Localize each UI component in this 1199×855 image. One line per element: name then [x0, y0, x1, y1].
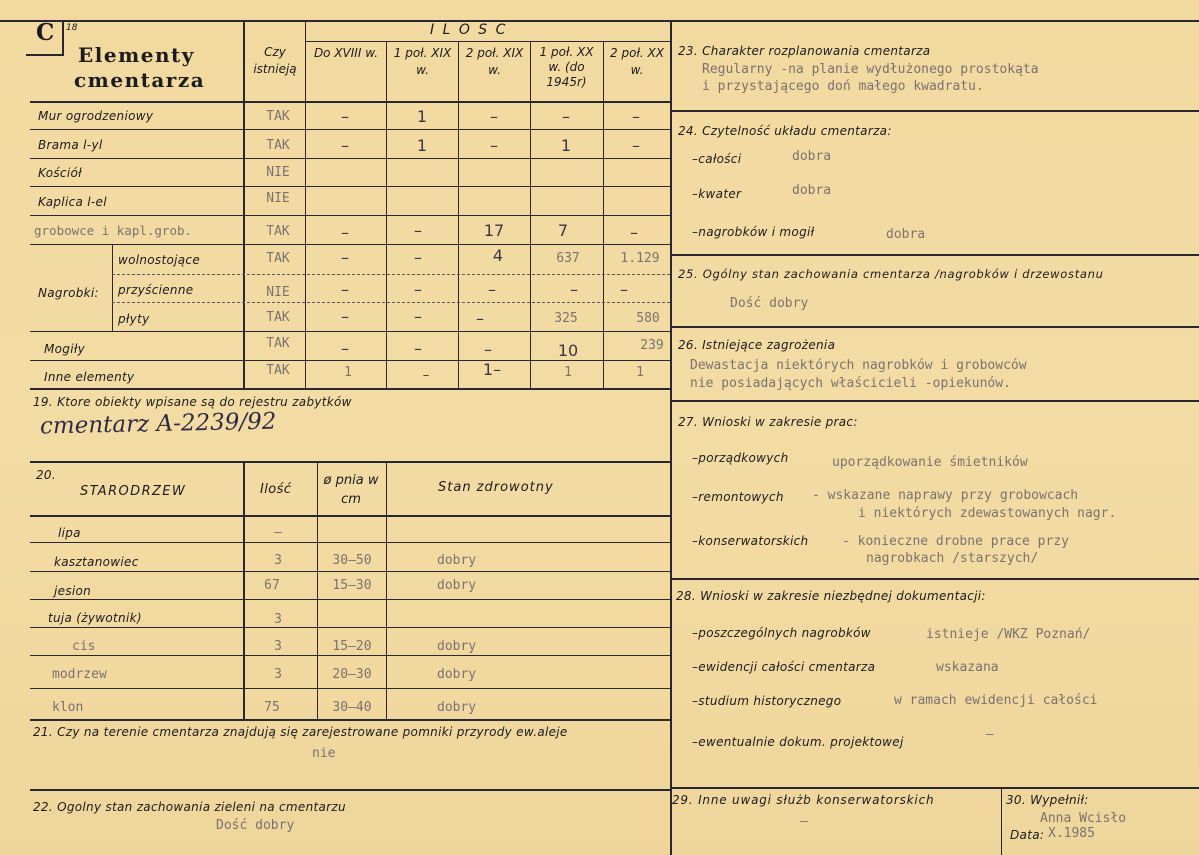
tree-dia: 20–30 — [332, 667, 372, 682]
tree-qty: 3 — [274, 639, 282, 654]
row-label: płyty — [118, 312, 150, 326]
s20-row-rule — [30, 571, 670, 572]
qty-cell: 239 — [640, 338, 664, 353]
section-title-line2: cmentarza — [74, 68, 206, 92]
qty-cell: – — [414, 221, 422, 240]
s20-bottom-rule — [30, 719, 670, 721]
qty-cell: 7 — [557, 221, 569, 240]
s24-item-label: –całości — [692, 152, 742, 166]
s30-name: Anna Wcisło — [1040, 811, 1127, 826]
qty-cell: 1 — [416, 107, 428, 126]
qty-cell: – — [341, 136, 349, 155]
tree-species: modrzew — [52, 667, 107, 682]
nagrobki-col-line — [112, 244, 113, 331]
top-border — [0, 20, 1199, 22]
s24-item-value: dobra — [792, 149, 832, 164]
s23-line1: Regularny -na planie wydłużonego prostokąta — [702, 62, 1039, 77]
row-label: Kościół — [38, 166, 82, 180]
s26-label: 26. Istniejące zagrożenia — [678, 338, 836, 352]
tree-species: jesion — [54, 584, 92, 598]
tree-health: dobry — [437, 578, 477, 593]
qty-cell: 1 — [564, 365, 572, 380]
nagrobki-label: Nagrobki: — [38, 286, 99, 300]
s22-label: 22. Ogolny stan zachowania zieleni na cmentarzu — [33, 800, 346, 814]
s30-date-value: X.1985 — [1048, 826, 1095, 841]
s22-value: Dość dobry — [216, 818, 295, 833]
tree-qty: 75 — [264, 700, 280, 715]
s20-header-rule — [30, 515, 670, 517]
row-label: grobowce i kapl.grob. — [34, 223, 193, 238]
tree-dia: 30–50 — [332, 553, 372, 568]
s27-item-label: –remontowych — [692, 490, 784, 504]
qty-cell: – — [490, 136, 498, 155]
s29-divider — [1001, 787, 1002, 855]
s25-bottom-rule — [670, 326, 1199, 328]
s20-row-rule — [30, 688, 670, 689]
tree-species: klon — [52, 700, 84, 715]
s27-label: 27. Wnioski w zakresie prac: — [678, 415, 858, 429]
tree-dia: 15–20 — [332, 639, 372, 654]
s23-bottom-rule — [670, 110, 1199, 112]
exists-cell: TAK — [266, 138, 290, 153]
qty-cell: 17 — [483, 221, 505, 240]
tree-health: dobry — [437, 639, 477, 654]
qty-cell: 325 — [554, 311, 578, 326]
qty-cell: – — [341, 248, 349, 267]
period-header: 1 poł. XIX w. — [393, 46, 452, 78]
s24-bottom-rule — [670, 254, 1199, 256]
s26-line1: Dewastacja niektórych nagrobków i grobowców — [690, 358, 1027, 373]
row-label: Brama l-yl — [38, 138, 103, 152]
s20-top-rule — [30, 461, 670, 463]
tree-qty: 3 — [274, 553, 282, 568]
s26-bottom-rule — [670, 400, 1199, 402]
qty-cell: – — [414, 339, 422, 358]
qty-cell: 4 — [492, 246, 504, 265]
s28-item-value: – — [986, 727, 994, 742]
qty-cell: – — [632, 136, 640, 155]
s27-item-value: - wskazane naprawy przy grobowcach — [812, 488, 1079, 503]
qty-cell: – — [414, 307, 422, 326]
qty-cell: 10 — [557, 341, 579, 360]
qty-cell: – — [488, 280, 496, 299]
s20-row-rule — [30, 627, 670, 628]
qty-cell: – — [422, 368, 430, 383]
tree-qty: 3 — [274, 612, 282, 627]
row-rule — [30, 129, 670, 130]
s20-row-rule — [30, 655, 670, 656]
exists-cell: TAK — [266, 310, 290, 325]
row-rule — [30, 331, 670, 332]
row-rule — [30, 186, 670, 187]
col-exists-header: Czy istnieją — [253, 45, 297, 77]
table-bottom-rule — [30, 388, 670, 390]
s27-item-label: –konserwatorskich — [692, 534, 809, 548]
row-label: Kaplica l-el — [38, 195, 107, 209]
s27-item-value2: nagrobkach /starszych/ — [866, 551, 1039, 566]
qty-cell: – — [341, 307, 349, 326]
s28-item-value: w ramach ewidencji całości — [894, 693, 1098, 708]
s27-item-value2: i niektórych zdewastowanych nagr. — [858, 506, 1117, 521]
row-rule — [30, 360, 670, 361]
s28-item-label: –ewidencji całości cmentarza — [692, 660, 876, 674]
row-rule — [112, 274, 670, 275]
center-divider — [670, 20, 672, 855]
tree-dia: 30–40 — [332, 700, 372, 715]
tree-health: dobry — [437, 553, 477, 568]
exists-cell: NIE — [266, 285, 290, 300]
qty-cell: – — [490, 107, 498, 126]
s29-label: 29. Inne uwagi służb konserwatorskich — [672, 793, 935, 807]
qty-cell: – — [341, 107, 349, 126]
s28-item-label: –poszczególnych nagrobków — [692, 626, 871, 640]
s25-value: Dość dobry — [730, 296, 809, 311]
s28-item-value: wskazana — [936, 660, 999, 675]
s30-label: 30. Wypełnił: — [1006, 793, 1089, 807]
exists-cell: NIE — [266, 165, 290, 180]
s26-line2: nie posiadających właścicieli -opiekunów. — [690, 376, 1011, 391]
exists-cell: TAK — [266, 109, 290, 124]
section-title-line1: Elementy — [78, 43, 195, 67]
s28-item-label: –ewentualnie dokum. projektowej — [692, 735, 904, 749]
qty-cell: – — [484, 340, 492, 359]
tree-health: dobry — [437, 700, 477, 715]
s23-line2: i przystającego doń małego kwadratu. — [702, 79, 984, 94]
exists-cell: TAK — [266, 363, 290, 378]
s20-col-dia: ø pnia w cm — [323, 473, 379, 507]
card-code: C — [36, 19, 55, 46]
row-label: wolnostojące — [118, 253, 201, 267]
qty-cell: 637 — [556, 251, 580, 266]
s20-title: STARODRZEW — [80, 484, 187, 499]
qty-cell: – — [341, 280, 349, 299]
qty-cell: 1 — [636, 365, 644, 380]
qty-cell: 580 — [636, 311, 660, 326]
qty-cell: – — [562, 107, 570, 126]
row-rule — [30, 158, 670, 159]
s28-label: 28. Wnioski w zakresie niezbędnej dokumentacji: — [676, 589, 986, 603]
qty-cell: 1– — [482, 360, 502, 379]
period-header: 1 poł. XX w. (do 1945r) — [539, 45, 594, 89]
tree-qty: – — [274, 525, 282, 540]
row-rule — [112, 302, 670, 303]
period-header: 2 poł. XIX w. — [465, 46, 524, 78]
qty-cell: – — [476, 309, 484, 328]
qty-cell: 1 — [416, 136, 428, 155]
s20-row-rule — [30, 599, 670, 600]
row-rule — [30, 244, 670, 245]
s20-col-health: Stan zdrowotny — [438, 480, 554, 495]
s20-row-rule — [30, 542, 670, 543]
qty-cell: – — [632, 107, 640, 126]
period-header: 2 poł. XX w. — [610, 46, 664, 78]
qty-cell: – — [414, 280, 422, 299]
s24-item-value: dobra — [886, 227, 926, 242]
qty-cell: – — [341, 339, 349, 358]
s27-item-label: –porządkowych — [692, 451, 789, 465]
exists-cell: TAK — [266, 336, 290, 351]
tree-health: dobry — [437, 667, 477, 682]
s28-item-label: –studium historycznego — [692, 694, 842, 708]
row-label: przyścienne — [118, 283, 194, 297]
s29-value: – — [800, 814, 808, 829]
s27-item-value: - konieczne drobne prace przy — [842, 534, 1069, 549]
qty-cell: 1 — [344, 365, 352, 380]
s24-item-label: –kwater — [692, 187, 742, 201]
s24-item-value: dobra — [792, 183, 832, 198]
qty-cell: – — [341, 223, 349, 242]
s27-bottom-rule — [670, 578, 1199, 580]
row-label: Mur ogrodzeniowy — [38, 109, 154, 123]
s28-bottom-rule — [670, 787, 1199, 789]
ilosc-rule — [305, 41, 670, 42]
s20-num: 20. — [36, 468, 56, 482]
qty-cell: 1.129 — [620, 251, 660, 266]
exists-cell: TAK — [266, 224, 290, 239]
qty-cell: – — [414, 248, 422, 267]
tree-species: kasztanowiec — [54, 555, 139, 569]
s23-label: 23. Charakter rozplanowania cmentarza — [678, 44, 931, 58]
row-label: Mogiły — [44, 342, 85, 356]
s28-item-value: istnieje /WKZ Poznań/ — [926, 627, 1091, 642]
qty-cell: – — [620, 280, 628, 299]
s25-label: 25. Ogólny stan zachowania cmentarza /nagrobków i drzewostanu — [678, 267, 1104, 281]
s21-bottom-rule — [30, 789, 670, 791]
tree-species: tuja (żywotnik) — [48, 611, 142, 625]
s19-label: 19. Ktore obiekty wpisane są do rejestru zabytków — [33, 395, 352, 409]
table-header-rule — [30, 101, 670, 103]
qty-cell: – — [570, 280, 578, 299]
s21-label: 21. Czy na terenie cmentarza znajdują się zarejestrowane pomniki przyrody ew.aleje — [33, 725, 568, 739]
period-header: Do XVIII w. — [313, 46, 379, 60]
tree-species: lipa — [58, 526, 81, 540]
s24-label: 24. Czytelność układu cmentarza: — [678, 124, 892, 138]
exists-cell: NIE — [266, 191, 290, 206]
s20-col-qty: Ilość — [260, 482, 292, 497]
s21-value: nie — [312, 746, 336, 761]
qty-cell: 1 — [560, 136, 572, 155]
s27-item-value: uporządkowanie śmietników — [832, 455, 1028, 470]
tree-qty: 67 — [264, 578, 280, 593]
row-label: Inne elementy — [44, 370, 135, 384]
card-code-sup: 18 — [66, 23, 78, 33]
s24-item-label: –nagrobków i mogił — [692, 225, 815, 239]
ilosc-header: I L O S C — [430, 22, 508, 38]
tree-species: cis — [72, 639, 96, 654]
qty-cell: – — [630, 223, 638, 242]
tree-qty: 3 — [274, 667, 282, 682]
s19-value: cmentarz A-2239/92 — [39, 408, 277, 440]
row-rule — [30, 215, 670, 216]
s30-date-label: Data: — [1010, 828, 1045, 842]
tree-dia: 15–30 — [332, 578, 372, 593]
exists-cell: TAK — [266, 251, 290, 266]
